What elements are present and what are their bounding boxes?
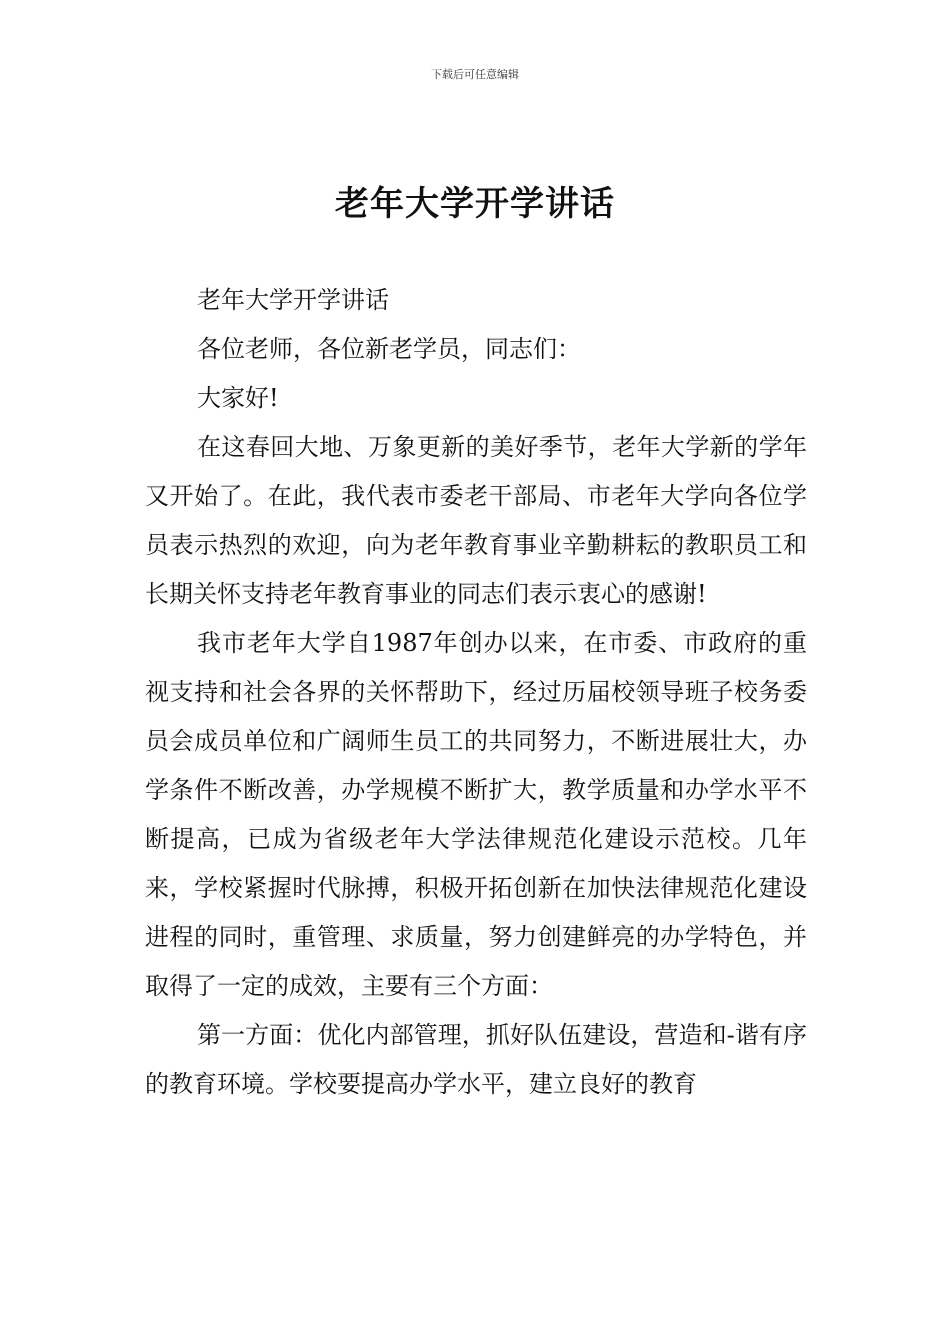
paragraph-welcome: 在这春回大地、万象更新的美好季节，老年大学新的学年又开始了。在此，我代表市委老干部局、市老年大学向各位学员表示热烈的欢迎，向为老年教育事业辛勤耕耘的教职员工和长期关怀支持老年教育事业的同志们表示衷心的感谢!: [145, 433, 807, 608]
paragraph-greeting: 大家好!: [197, 384, 279, 412]
document-body: [145, 276, 807, 1109]
header-note: 下载后可任意编辑: [431, 68, 519, 81]
paragraph-heading: 老年大学开学讲话: [197, 286, 389, 314]
document-title: 老年大学开学讲话: [335, 184, 615, 224]
paragraph-first-aspect: 第一方面：优化内部管理，抓好队伍建设，营造和-谐有序的教育环境。学校要提高办学水平，建立良好的教育: [145, 1021, 807, 1098]
paragraph-salutation: 各位老师，各位新老学员，同志们：: [197, 335, 581, 363]
paragraph-history: 我市老年大学自1987年创办以来，在市委、市政府的重视支持和社会各界的关怀帮助下，经过历届校领导班子校务委员会成员单位和广阔师生员工的共同努力，不断进展壮大，办学条件不断改善，办学规模不断扩大，教学质量和办学水平不断提高，已成为省级老年大学法律规范化建设示范校。几年来，学校紧握时代脉搏，积极开拓创新在加快法律规范化建设进程的同时，重管理、求质量，努力创建鲜亮的办学特色，并取得了一定的成效，主要有三个方面：: [145, 629, 807, 1000]
